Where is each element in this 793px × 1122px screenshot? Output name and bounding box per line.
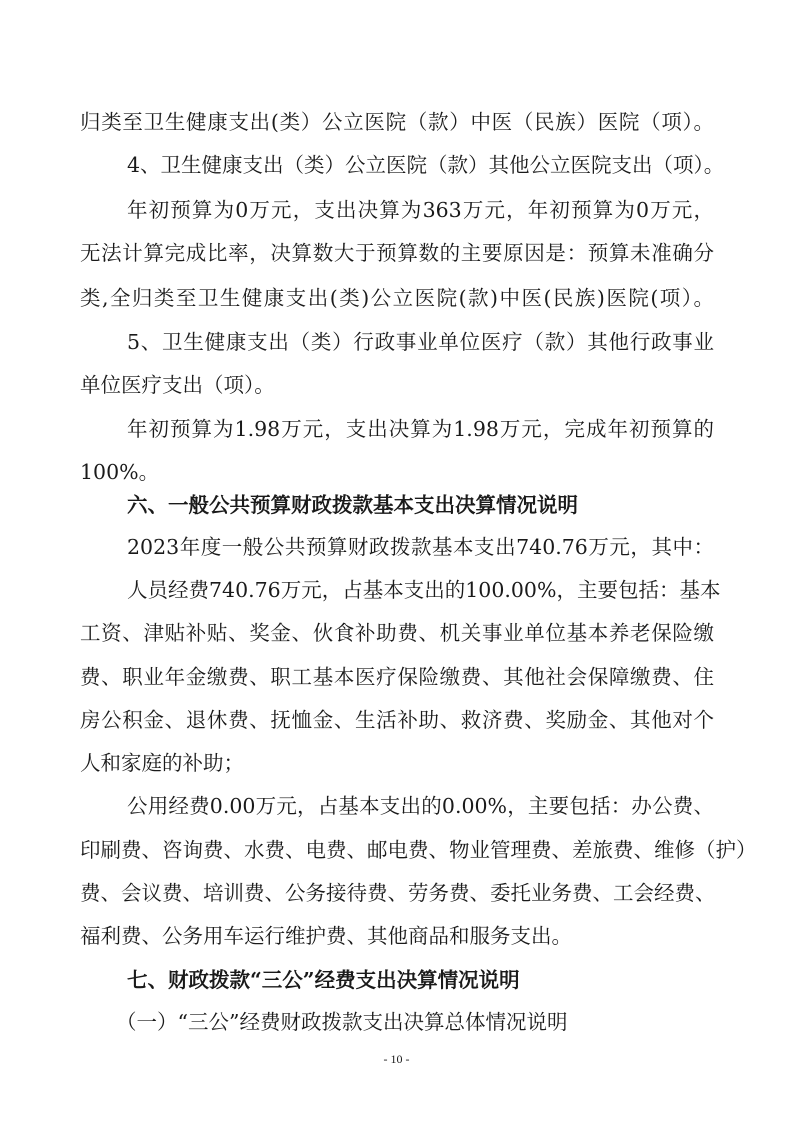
- paragraph-line: 年初预算为0万元，支出决算为363万元，年初预算为0万元，: [127, 198, 714, 222]
- paragraph-line: 房公积金、退休费、抚恤金、生活补助、救济费、奖励金、其他对个: [80, 708, 714, 732]
- paragraph-line: 印刷费、咨询费、水费、电费、邮电费、物业管理费、差旅费、维修（护）: [80, 838, 757, 862]
- paragraph-line: 2023年度一般公共预算财政拨款基本支出740.76万元，其中：: [127, 535, 714, 559]
- paragraph-line: 100%。: [80, 460, 160, 484]
- item-heading-4: 4、卫生健康支出（类）公立医院（款）其他公立医院支出（项）。: [127, 153, 725, 177]
- paragraph-line: 单位医疗支出（项）。: [80, 373, 275, 397]
- paragraph-line: 工资、津贴补贴、奖金、伙食补助费、机关事业单位基本养老保险缴: [80, 621, 714, 645]
- section-heading-6: 六、一般公共预算财政拨款基本支出决算情况说明: [127, 493, 578, 517]
- subsection-heading: （一）“三公”经费财政拨款支出决算总体情况说明: [116, 1010, 568, 1034]
- paragraph-line: 人员经费740.76万元，占基本支出的100.00%，主要包括：基本: [127, 578, 721, 602]
- page-number: - 10 -: [383, 1052, 410, 1066]
- section-heading-7: 七、财政拨款“三公”经费支出决算情况说明: [127, 968, 520, 992]
- paragraph-line: 费、会议费、培训费、公务接待费、劳务费、委托业务费、工会经费、: [80, 881, 716, 905]
- paragraph-line: 福利费、公务用车运行维护费、其他商品和服务支出。: [80, 924, 572, 948]
- paragraph-line: 无法计算完成比率，决算数大于预算数的主要原因是：预算未准确分: [80, 241, 714, 265]
- paragraph-line: 人和家庭的补助；: [80, 751, 244, 775]
- paragraph-line: 年初预算为1.98万元，支出决算为1.98万元，完成年初预算的: [127, 417, 714, 441]
- item-heading-5: 5、卫生健康支出（类）行政事业单位医疗（款）其他行政事业: [127, 330, 714, 354]
- paragraph-line: 类,全归类至卫生健康支出(类)公立医院(款)中医(民族)医院(项）。: [80, 286, 714, 310]
- paragraph-line: 费、职业年金缴费、职工基本医疗保险缴费、其他社会保障缴费、住: [80, 665, 714, 689]
- paragraph-line: 归类至卫生健康支出(类）公立医院（款）中医（民族）医院（项）。: [80, 110, 714, 134]
- paragraph-line: 公用经费0.00万元，占基本支出的0.00%，主要包括：办公费、: [127, 794, 714, 818]
